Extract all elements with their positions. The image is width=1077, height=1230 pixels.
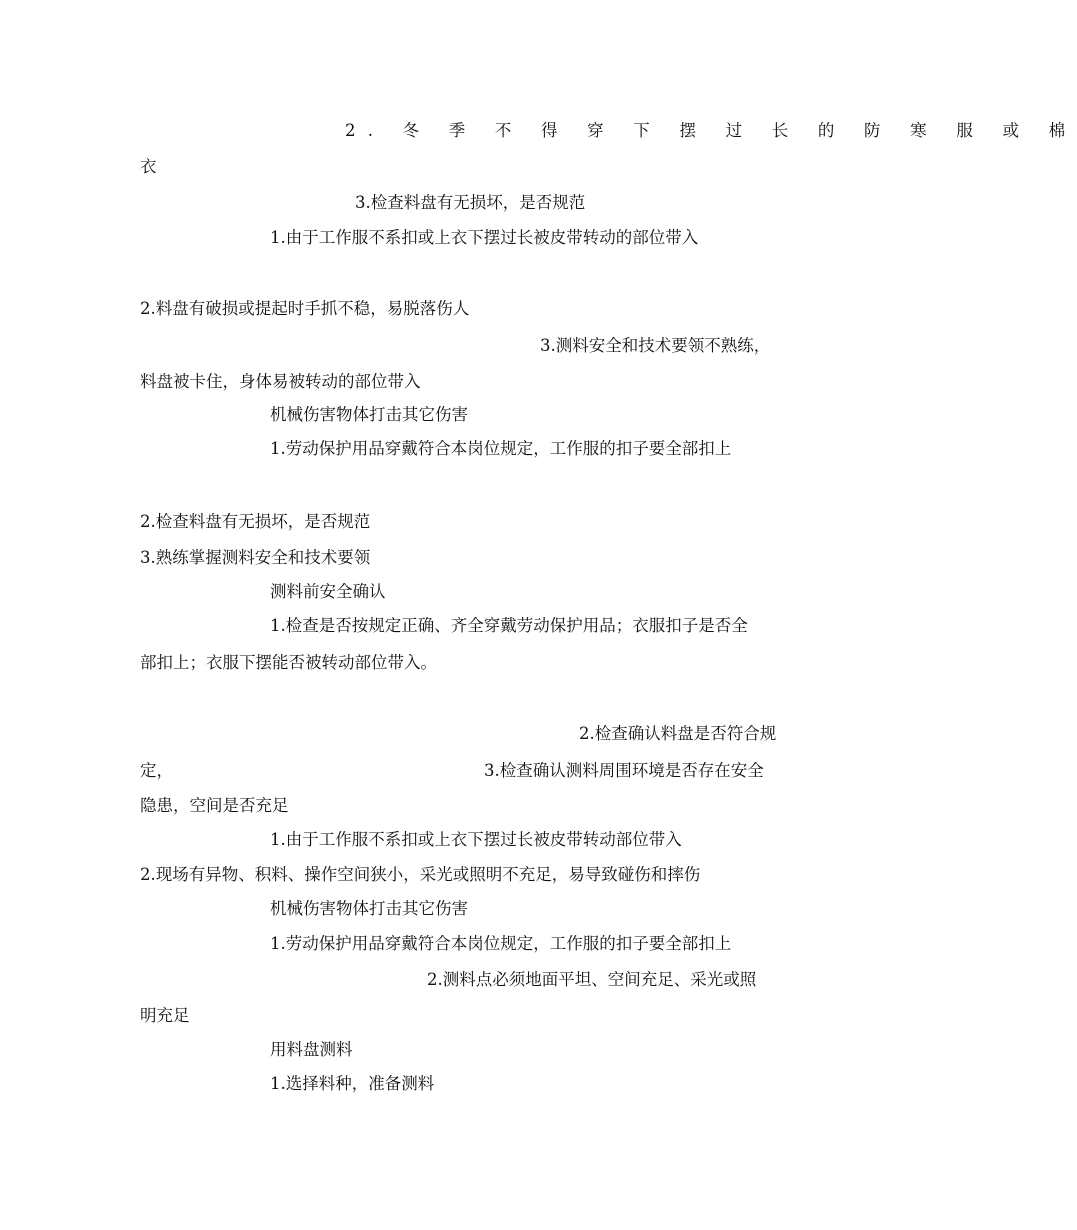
text-line: 衣 (140, 157, 157, 176)
text-line: 料盘被卡住，身体易被转动的部位带入 (140, 372, 421, 391)
text-line: 隐患，空间是否充足 (140, 796, 289, 815)
text-line: 2.料盘有破损或提起时手抓不稳，易脱落伤人 (140, 299, 470, 318)
text-line: 用料盘测料 (270, 1040, 353, 1059)
text-line: 2.检查料盘有无损坏，是否规范 (140, 512, 371, 531)
text-line: 2. 冬 季 不 得 穿 下 摆 过 长 的 防 寒 服 或 棉 (345, 121, 1077, 140)
text-line: 2.检查确认料盘是否符合规 (579, 724, 777, 743)
text-line: 机械伤害物体打击其它伤害 (270, 899, 468, 918)
text-line: 定， (140, 761, 173, 780)
text-line: 1.劳动保护用品穿戴符合本岗位规定，工作服的扣子要全部扣上 (270, 934, 732, 953)
text-line: 1.由于工作服不系扣或上衣下摆过长被皮带转动的部位带入 (270, 228, 699, 247)
text-line: 3.熟练掌握测料安全和技术要领 (140, 548, 371, 567)
text-line: 2.现场有异物、积料、操作空间狭小，采光或照明不充足，易导致碰伤和摔伤 (140, 865, 701, 884)
text-line: 1.检查是否按规定正确、齐全穿戴劳动保护用品；衣服扣子是否全 (270, 616, 748, 635)
text-line: 1.劳动保护用品穿戴符合本岗位规定，工作服的扣子要全部扣上 (270, 439, 732, 458)
text-line: 机械伤害物体打击其它伤害 (270, 405, 468, 424)
text-line: 明充足 (140, 1006, 190, 1025)
text-line: 1.选择料种，准备测料 (270, 1074, 435, 1093)
text-line: 2.测料点必须地面平坦、空间充足、采光或照 (427, 970, 757, 989)
text-line: 3.检查确认测料周围环境是否存在安全 (484, 761, 764, 780)
text-line: 测料前安全确认 (270, 582, 386, 601)
text-line: 3.检查料盘有无损坏，是否规范 (355, 193, 586, 212)
text-line: 1.由于工作服不系扣或上衣下摆过长被皮带转动部位带入 (270, 830, 682, 849)
text-line: 3.测料安全和技术要领不熟练， (540, 336, 771, 355)
text-line: 部扣上；衣服下摆能否被转动部位带入。 (140, 653, 437, 672)
